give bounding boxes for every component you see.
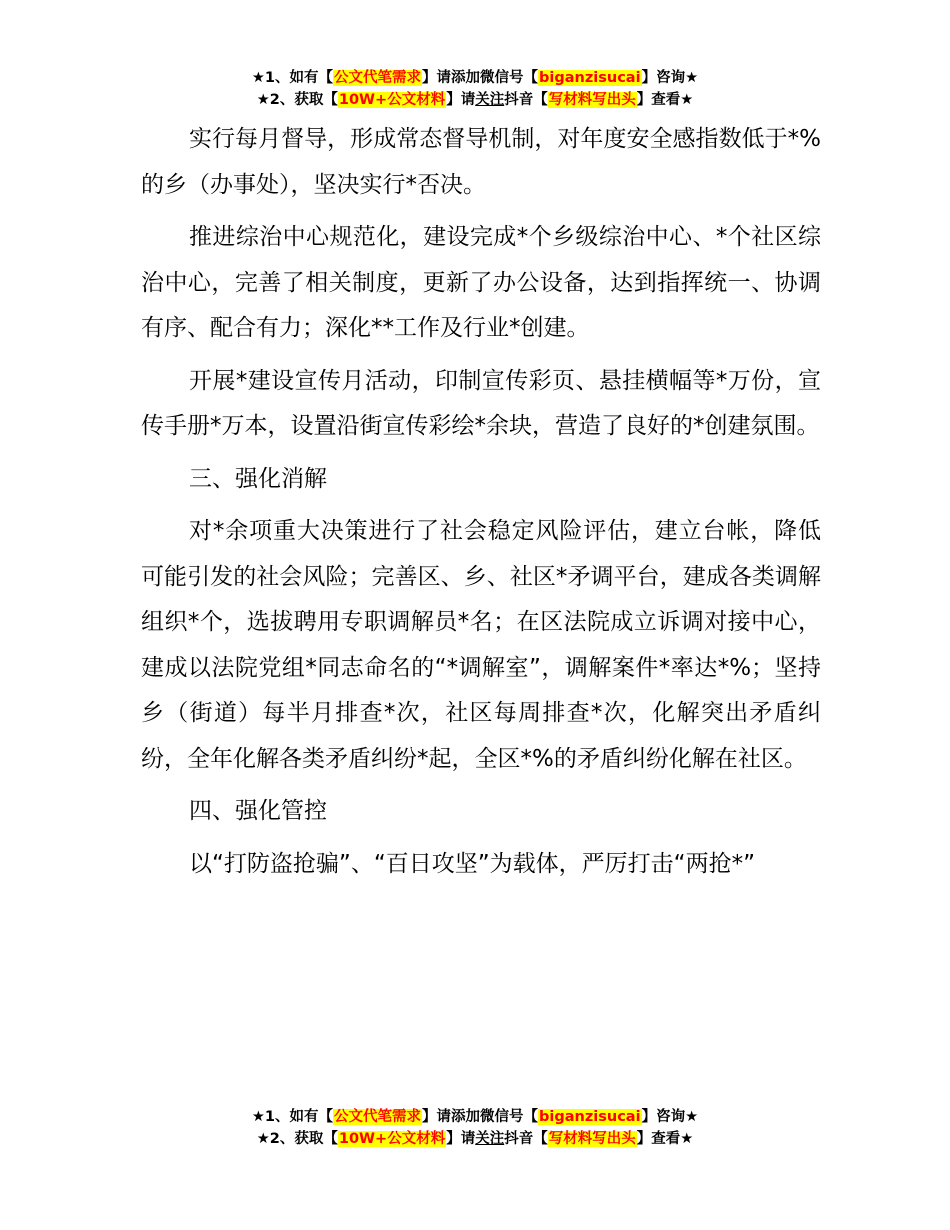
highlight-douyin: 写材料写出头 xyxy=(548,92,636,108)
highlight-service: 公文代笔需求 xyxy=(334,70,422,86)
highlight-materials: 10W+公文材料 xyxy=(338,1131,446,1147)
highlight-wechat-id: biganzisucai xyxy=(539,1109,641,1125)
section-heading-3: 三、强化消解 xyxy=(189,465,327,492)
highlight-materials: 10W+公文材料 xyxy=(338,92,446,108)
banner-line-2: ★2、获取【10W+公文材料】请关注抖音【写材料写出头】查看★ xyxy=(256,1131,694,1147)
paragraph-5: 以“打防盗抢骗”、“百日攻坚”为载体，严厉打击“两抢*” xyxy=(189,850,755,877)
paragraph-3: 开展*建设宣传月活动，印制宣传彩页、悬挂横幅等*万份，宣传手册*万本，设置沿街宣传彩绘*余块，营造了良好的*创建氛围。 xyxy=(141,367,822,439)
highlight-douyin: 写材料写出头 xyxy=(548,1131,636,1147)
paragraph-1: 实行每月督导，形成常态督导机制，对年度安全感指数低于*%的乡（办事处），坚决实行*否决。 xyxy=(141,126,821,198)
banner-line-1: ★1、如有【公文代笔需求】请添加微信号【biganzisucai】咨询★ xyxy=(251,1109,699,1125)
underlined-follow: 关注 xyxy=(475,92,505,108)
banner-line-2: ★2、获取【10W+公文材料】请关注抖音【写材料写出头】查看★ xyxy=(256,92,694,108)
paragraph-2: 推进综治中心规范化，建设完成*个乡级综治中心、*个社区综治中心，完善了相关制度，更新了办公设备，达到指挥统一、协调有序、配合有力；深化**工作及行业*创建。 xyxy=(141,224,821,341)
paragraph-4: 对*余项重大决策进行了社会稳定风险评估，建立台帐，降低可能引发的社会风险；完善区、乡、社区*矛调平台，建成各类调解组织*个，选拔聘用专职调解员*名；在区法院成立诉调对接中心，建成以法院党组*同志命名的“*调解室”，调解案件*率达*%；坚持乡（街道）每半月排查*次，社区每周排查*次，化解突出矛盾纠纷，全年化解各类矛盾纠纷*起，全区*%的矛盾纠纷化解在社区。 xyxy=(141,518,821,772)
banner-line-1: ★1、如有【公文代笔需求】请添加微信号【biganzisucai】咨询★ xyxy=(251,70,699,86)
footer-banner xyxy=(0,1106,950,1150)
header-banner xyxy=(0,67,950,111)
highlight-service: 公文代笔需求 xyxy=(334,1109,422,1125)
document-body xyxy=(141,117,821,894)
highlight-wechat-id: biganzisucai xyxy=(539,70,641,86)
underlined-follow: 关注 xyxy=(475,1131,505,1147)
section-heading-4: 四、强化管控 xyxy=(189,798,327,824)
